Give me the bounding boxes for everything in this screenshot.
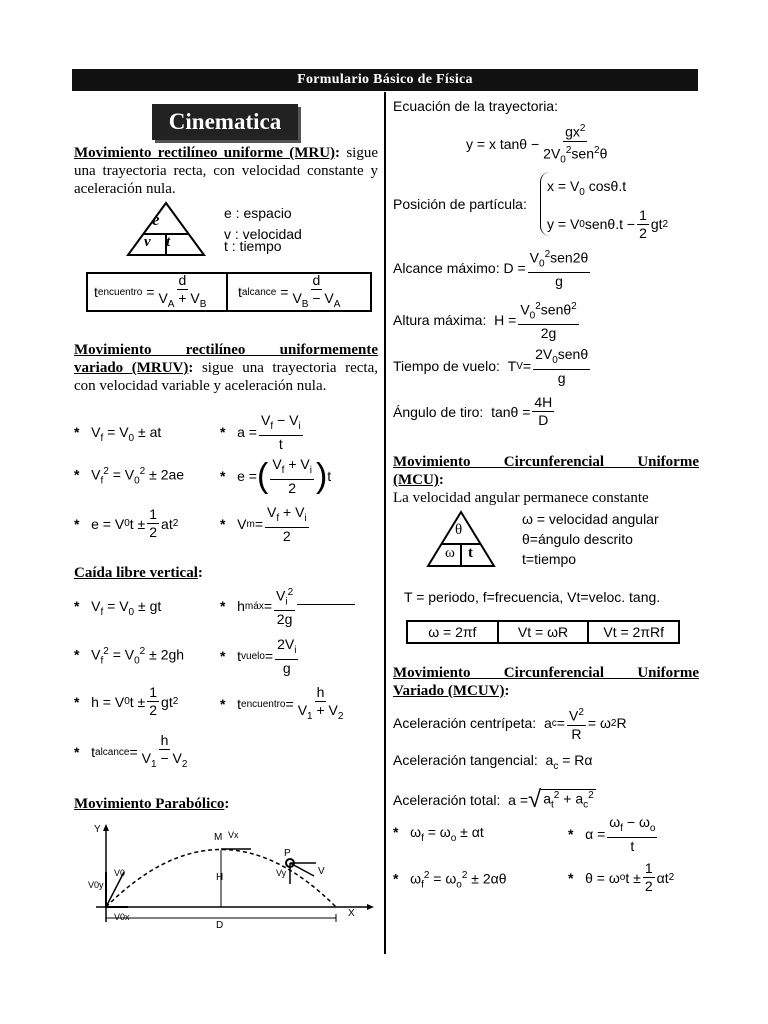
tri-v: v xyxy=(144,234,151,250)
label-Vx: Vx xyxy=(228,830,239,840)
label-P: P xyxy=(284,848,291,859)
mcuv-heading-2: Variado (MCUV) xyxy=(393,683,505,699)
label-V0: V0 xyxy=(114,868,126,878)
parabolico-section xyxy=(74,795,229,813)
trayectoria-heading: Ecuación de la trayectoria: xyxy=(393,98,558,114)
mcu-tri-theta: θ xyxy=(455,522,463,538)
centripeta-formula: Aceleración centrípeta: a c = $\frac{V^2}{R}$ = ω 2 R xyxy=(393,704,627,743)
angulo-label: Ángulo de tiro: xyxy=(393,403,484,420)
mcu-colon: : xyxy=(438,472,444,488)
label-D: D xyxy=(216,920,224,931)
caida-f1: * $V_f = V_0$ ± gt xyxy=(74,598,162,618)
mcu-heading-2: (MCU) xyxy=(393,472,439,488)
total-label: Aceleración total: xyxy=(393,792,501,808)
mru-heading: Movimiento rectilíneo uniforme (MRU) xyxy=(74,145,336,161)
vt-2pirf-formula: Vt = 2πRf xyxy=(603,624,664,640)
mcu-section xyxy=(393,453,699,507)
tiempo-vuelo-formula: Tiempo de vuelo: T V = $\frac{2V_0sen\theta}{g}$ xyxy=(393,346,589,386)
mru-section xyxy=(74,144,378,198)
mcu-legend-omega: ω = velocidad angular xyxy=(522,511,659,527)
mcu-legend-t: t=tiempo xyxy=(522,551,577,567)
mcu-tri-omega: ω xyxy=(445,545,455,561)
label-M: M xyxy=(214,832,223,843)
altura-label: Altura máxima: xyxy=(393,312,487,329)
label-V0y: V0y xyxy=(88,880,104,890)
t-alcance-formula: t alcance = $\frac{d}{V_B - V_A}$ xyxy=(238,271,341,310)
label-Vy: Vy xyxy=(276,868,287,878)
angulo-formula: Ángulo de tiro: tanθ = $\frac{4H}{D}$ xyxy=(393,394,553,428)
mruv-f1: * $V_f = V_0$ ± at xyxy=(74,424,162,444)
mcu-legend-theta: θ=ángulo descrito xyxy=(522,531,633,547)
label-Y: Y xyxy=(94,824,101,835)
t-encuentro-formula: t encuentro = $\frac{d}{V_A + V_B}$ xyxy=(88,274,228,310)
total-formula: Aceleración total: a = √ $a_t^2 + a_c^2$ xyxy=(393,786,594,813)
posicion-label: Posición de partícula: xyxy=(393,196,527,212)
mru-colon: : xyxy=(335,145,341,161)
mruv-section xyxy=(74,341,378,395)
caida-colon: : xyxy=(197,565,203,581)
mruv-f6: * V m = $\frac{V_f + V_i}{2}$ xyxy=(220,504,307,544)
mcuv-f1: * $\omega_f = \omega_o \pm \alpha t$ xyxy=(393,824,484,844)
caida-f5: * h = V 0 t ± $\frac{1}{2}$ gt 2 xyxy=(74,684,179,718)
cinematica-title: Cinematica xyxy=(152,104,298,140)
mru-text: sigue una trayectoria recta, con velocidad constante y aceleración nula. xyxy=(74,145,379,197)
mcu-tri-t: t xyxy=(468,545,473,561)
page-banner: Formulario Básico de Física xyxy=(72,69,698,91)
tri-e: e xyxy=(152,210,160,229)
caida-f7: * t alcance = $\frac{h}{V_1 - V_2}$ xyxy=(74,732,188,770)
mruv-text-inline: sigue una trayectoria xyxy=(201,360,337,376)
mruv-heading-1: Movimiento rectilíneo uniformemente xyxy=(74,342,378,358)
mcuv-heading-1: Movimiento Circunferencial Uniforme xyxy=(393,665,699,681)
centripeta-label: Aceleración centrípeta: xyxy=(393,715,537,732)
legend-espacio: e : espacio xyxy=(224,205,292,221)
caida-f4: * t vuelo = $\frac{2V_i}{g}$ xyxy=(220,636,297,676)
caida-f6: * t encuentro = $\frac{h}{V_1 + V_2}$ xyxy=(220,684,344,722)
mruv-text: recta, con velocidad variable y aceleración nula. xyxy=(74,360,379,394)
label-H: H xyxy=(216,872,224,883)
trayectoria-formula: y = x tanθ − $\frac{gx^2}{2V_0^2sen^2\theta}$ xyxy=(466,120,611,168)
mcuv-f3: * $\omega_f^2 = \omega_o^2 \pm 2\alpha\theta$ xyxy=(393,870,507,891)
label-X: X xyxy=(348,908,355,919)
parabolico-colon: : xyxy=(224,796,230,812)
mruv-colon: : xyxy=(188,360,194,376)
parabolic-motion-diagram xyxy=(86,822,376,932)
tangencial-formula: Aceleración tangencial: $a_c = R\alpha$ xyxy=(393,752,593,772)
alcance-formula: Alcance máximo: D = $\frac{V_0^2sen2\theta}{g}$ xyxy=(393,246,592,290)
alcance-label: Alcance máximo: xyxy=(393,260,500,277)
tangencial-label: Aceleración tangencial: xyxy=(393,752,538,768)
mcu-text: La velocidad angular permanece constante xyxy=(393,490,649,506)
altura-formula: Altura máxima: H = $\frac{V_0^2sen\theta^2}{2g}$ xyxy=(393,298,581,342)
mcu-triangle-diagram xyxy=(426,510,496,568)
mruv-heading-2: variado (MRUV) xyxy=(74,360,189,376)
label-V: V xyxy=(318,866,325,877)
caida-f3: * $V_f^2 = V_0^2 \pm 2gh$ xyxy=(74,646,185,667)
caida-section xyxy=(74,564,203,582)
tiempo-vuelo-label: Tiempo de vuelo: xyxy=(393,358,500,375)
mcu-heading-1: Movimiento Circunferencial Uniforme xyxy=(393,454,699,470)
legend-velocidad: v : velocidad xyxy=(224,226,302,242)
mruv-f4: * e = ( $\frac{V_f + V_i}{2}$ ) t xyxy=(220,456,332,496)
mcuv-colon: : xyxy=(504,683,510,699)
caida-f2: * h máx = $\frac{V_i^2}{2g}$ xyxy=(220,584,355,628)
mcu-formulas-box xyxy=(406,620,680,644)
mcuv-f2: * α = $\frac{\omega_f - \omega_o}{t}$ xyxy=(568,814,656,854)
encuentro-alcance-box xyxy=(86,272,372,312)
label-V0x: V0x xyxy=(114,912,130,922)
mcuv-section xyxy=(393,664,699,700)
caida-heading: Caída libre vertical xyxy=(74,565,198,581)
column-divider xyxy=(384,92,386,954)
mcuv-f4: * θ = ω o t ± $\frac{1}{2}$ αt 2 xyxy=(568,860,675,894)
mruv-f2: * a = $\frac{V_f - V_i}{t}$ xyxy=(220,412,301,452)
legend-tiempo: t : tiempo xyxy=(224,238,282,254)
vt-omega-r-formula: Vt = ωR xyxy=(499,622,590,642)
parabolico-heading: Movimiento Parabólico xyxy=(74,796,225,812)
mruv-f3: * $V_f^2 = V_0^2 \pm 2ae$ xyxy=(74,466,185,487)
tri-t: t xyxy=(166,234,171,250)
mruv-f5: * e = V 0 t ± $\frac{1}{2}$ at 2 xyxy=(74,506,179,540)
omega-formula: ω = 2πf xyxy=(408,622,499,642)
posicion-formula: $x = V_0$ cosθ.t y = V 0 senθ.t − $\frac{1}{2}$ gt 2 xyxy=(540,172,668,236)
mcu-periodo: T = periodo, f=frecuencia, Vt=veloc. tang. xyxy=(404,589,661,605)
